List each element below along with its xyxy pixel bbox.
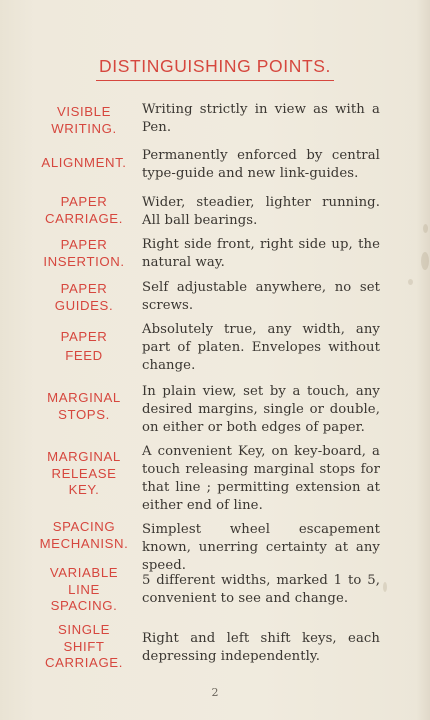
point-label-line: GUIDES. [54, 297, 114, 313]
point-label-line: INSERTION. [43, 253, 125, 269]
point-label [22, 519, 146, 552]
point-description: Right and left shift keys, each depressing independently. [142, 631, 380, 664]
point-description: 5 different widths, marked 1 to 5, convenient to see and change. [142, 573, 380, 606]
point-label-line: MARGINAL [47, 449, 121, 464]
point-description: Self adjustable anywhere, no set screws. [142, 280, 380, 313]
point-label-line: SHIFT [63, 638, 105, 654]
point-label-line: PAPER [60, 329, 108, 344]
point-label [22, 565, 146, 615]
point-label-line: PAPER [60, 281, 108, 296]
point-label-line: LINE [68, 581, 100, 597]
page-number: 2 [211, 686, 219, 699]
point-label-line: STOPS. [58, 406, 110, 422]
point-label [22, 281, 146, 314]
point-label-line: VARIABLE [49, 565, 119, 580]
paper-stain [383, 582, 387, 592]
title-underline [96, 80, 334, 81]
point-label-line: PAPER [60, 237, 108, 252]
page-edge-shadow [416, 0, 430, 720]
point-label-line: SINGLE [58, 622, 110, 637]
point-label-line: CARRIAGE. [45, 210, 123, 226]
point-label-line: MARGINAL [47, 390, 121, 405]
paper-stain [408, 279, 413, 285]
point-label [22, 194, 146, 227]
point-label-line: CARRIAGE. [45, 655, 123, 670]
point-description: Permanently enforced by central type-guide and new link-guides. [142, 148, 380, 181]
point-description: Right side front, right side up, the natural way. [142, 237, 380, 270]
point-label [22, 449, 146, 499]
point-label-line: VISIBLE [56, 104, 112, 119]
point-label-line: RELEASE [51, 465, 117, 481]
paper-stain [421, 252, 429, 270]
point-description: Absolutely true, any width, any part of platen. Envelopes without change. [142, 322, 380, 373]
point-label-line: ALIGNMENT. [41, 155, 127, 170]
point-label-line: KEY. [68, 482, 100, 497]
point-label [22, 622, 146, 672]
point-label-line: MECHANISN. [39, 535, 129, 551]
point-description: A convenient Key, on key-board, a touch releasing marginal stops for that line ; permitting extension at either end of line. [142, 444, 380, 513]
paper-stain [423, 224, 428, 233]
point-label [22, 327, 146, 365]
page-title: DISTINGUISHING POINTS. [99, 56, 331, 76]
point-label-line: SPACING [52, 519, 116, 534]
point-description: Writing strictly in view as with a Pen. [142, 102, 380, 135]
point-description: Simplest wheel escapement known, unerring certainty at any speed. [142, 522, 380, 573]
point-description: In plain view, set by a touch, any desired margins, single or double, on either or both edges of paper. [142, 384, 380, 435]
point-label [22, 390, 146, 423]
point-label-line: WRITING. [51, 120, 117, 136]
point-label-line: PAPER [60, 194, 108, 209]
point-label-line: SPACING. [50, 598, 118, 613]
point-description: Wider, steadier, lighter running. All ball bearings. [142, 195, 380, 228]
point-label [22, 155, 146, 172]
point-label [22, 237, 146, 270]
point-label [22, 104, 146, 137]
point-label-line: FEED [65, 348, 103, 363]
